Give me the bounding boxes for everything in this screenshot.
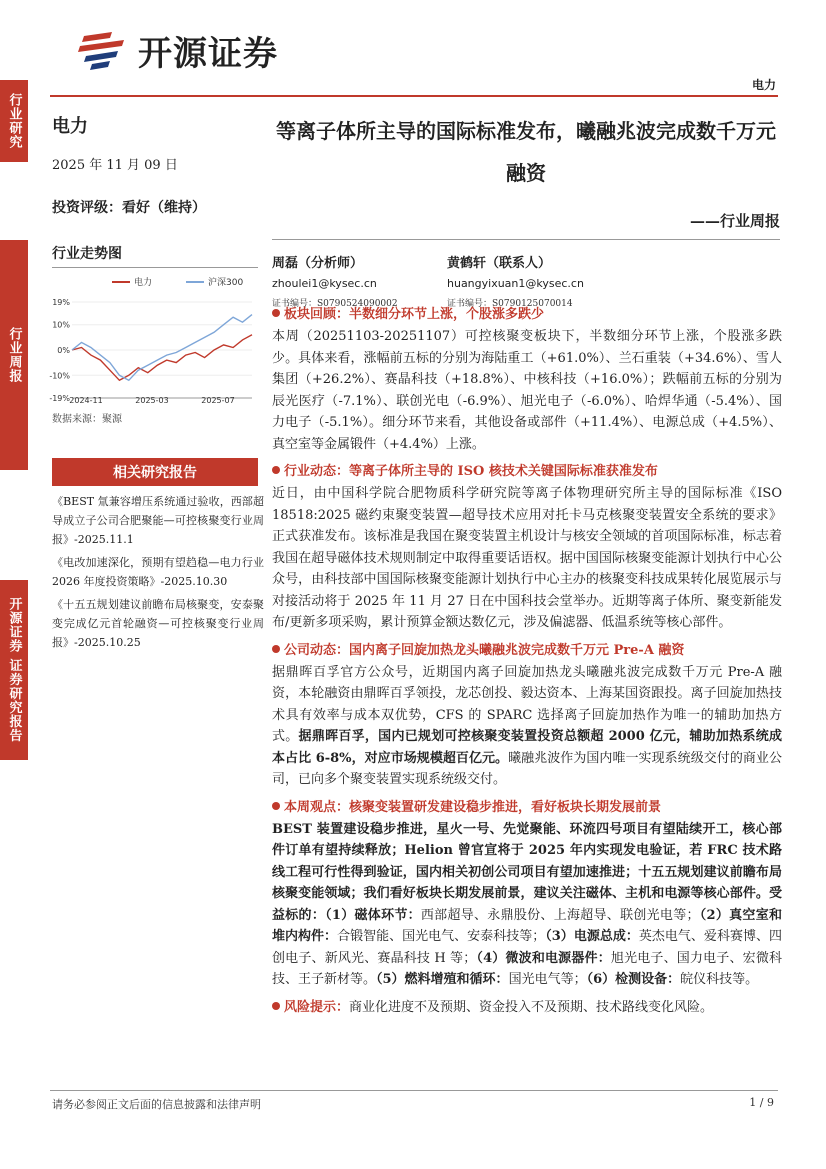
trend-chart-title: 行业走势图 — [52, 243, 258, 268]
x-tick-label: 2025-07 — [201, 396, 235, 405]
section-title: 板块回顾：半数细分环节上涨，个股涨多跌少 — [284, 307, 545, 322]
related-reports-header: 相关研究报告 — [52, 458, 258, 486]
related-report-item[interactable]: 《BEST 氚兼容增压系统通过验收，西部超导成立子公司合肥聚能—可控核聚变行业周报》-2025.11.1 — [52, 495, 264, 546]
y-tick-label: 19% — [52, 298, 70, 307]
x-tick-label: 2024-11 — [69, 396, 103, 405]
section-title: 本周观点：核聚变装置研发建设稳步推进，看好板块长期发展前景 — [284, 799, 662, 815]
section-text: 据鼎晖百孚官方公众号，近期国内离子回旋加热龙头曦融兆波完成数千万元 Pre-A 融资，本轮融资由鼎晖百孚领投，龙芯创投、毅达资本、上海某国资跟投。离子回旋加热技术具有效率与成本双优势，CFS 的 SPARC 选择离子回旋加热作为唯一的辅助加热方式。据鼎晖百孚，国内已规划可控核聚变装置投资总额超 2000 亿元，辅助加热系统成本占比 6-8%，对应市场规模超百亿元。曦融兆波作为国内唯一实现系统级交付的商业公司，已向多个聚变装置实现系统级交付。 — [272, 664, 782, 787]
section-weekly-view — [272, 797, 782, 991]
legend-label: 沪深300 — [208, 278, 244, 288]
analyst-cert: 证书编号：S0790524090002 — [272, 299, 398, 309]
bullet-dot-icon — [272, 1002, 280, 1010]
section-company-news — [272, 640, 782, 791]
logo-mark-icon — [72, 28, 130, 72]
related-report-item[interactable]: 《十五五规划建议前瞻布局核聚变，安泰聚变完成亿元首轮融资—可控核聚变行业周报》-2025.10.25 — [52, 598, 264, 649]
section-title: 公司动态：国内离子回旋加热龙头曦融兆波完成数千万元 Pre-A 融资 — [284, 642, 685, 658]
related-reports-list — [52, 492, 264, 656]
y-tick-label: 0% — [57, 346, 70, 355]
right-column-header — [272, 110, 780, 309]
y-tick-label: -19% — [49, 394, 70, 403]
related-report-item[interactable]: 《电改加速深化，预期有望趋稳—电力行业 2026 年度投资策略》-2025.10.30 — [52, 556, 264, 588]
header-industry: 电力 — [751, 78, 776, 92]
page-number: 1 / 9 — [749, 1096, 774, 1109]
trend-chart — [49, 272, 258, 405]
publish-date: 2025 年 11 月 09 日 — [52, 158, 178, 173]
analyst-name: 黄鹤轩（联系人） — [447, 256, 552, 271]
analyst-divider — [272, 239, 780, 240]
legend-label: 电力 — [134, 278, 153, 288]
risk-warning: 风险提示：商业化进度不及预期、资金投入不及预期、技术路线变化风险。 — [272, 997, 782, 1019]
investment-rating: 投资评级：看好（维持） — [52, 200, 206, 216]
side-tab-brand: 开源证券 证券研究报告 — [0, 580, 28, 760]
x-tick-label: 2025-03 — [135, 396, 169, 405]
analyst-email[interactable]: huangyixuan1@kysec.cn — [447, 277, 584, 290]
y-tick-label: 10% — [52, 320, 70, 330]
logo-text: 开源证券 — [138, 33, 278, 74]
side-tab-industry-research: 行业研究 — [0, 80, 28, 162]
analyst-card — [272, 252, 447, 309]
left-column — [49, 112, 258, 425]
footer-divider — [50, 1090, 778, 1091]
section-sector-review — [272, 304, 782, 455]
brand-logo — [72, 28, 278, 72]
section-industry-news — [272, 461, 782, 634]
industry-name: 电力 — [52, 116, 88, 137]
bullet-dot-icon — [272, 466, 280, 474]
y-tick-label: -10% — [49, 371, 70, 381]
analysts — [272, 252, 780, 309]
analyst-cert: 证书编号：S0790125070014 — [447, 299, 573, 309]
analyst-email[interactable]: zhoulei1@kysec.cn — [272, 277, 377, 290]
report-title: 等离子体所主导的国际标准发布，曦融兆波完成数千万元融资 — [276, 119, 776, 185]
footer-disclaimer: 请务必参阅正文后面的信息披露和法律声明 — [52, 1098, 261, 1111]
chart-source: 数据来源：聚源 — [52, 414, 122, 425]
bullet-dot-icon — [272, 645, 280, 653]
analyst-name: 周磊（分析师） — [272, 256, 364, 271]
bullet-dot-icon — [272, 309, 280, 317]
report-type: ——行业周报 — [689, 212, 780, 230]
section-title: 行业动态：等离子体所主导的 ISO 核技术关键国际标准获准发布 — [284, 464, 658, 479]
side-tab-weekly: 行业周报 — [0, 240, 28, 470]
section-text: 本周（20251103-20251107）可控核聚变板块下，半数细分环节上涨，个股涨多跌少。具体来看，涨幅前五标的分别为海陆重工（+61.0%）、兰石重装（+34.6%）、雪人集团（+26.2%）、赛晶科技（+18.8%）、中核科技（+16.0%）；跌幅前五标的分别为辰光医疗（-7.1%）、联创光电（-6.9%）、旭光电子（-6.0%）、哈焊华通（-5.4%）、国力电子（-5.1%）。细分环节来看，其他设备或部件（+11.4%）、电源总成（+4.5%）、真空室等金属锻件（+4.4%）上涨。 — [272, 329, 782, 452]
section-text: 近日，由中国科学院合肥物质科学研究院等离子体物理研究所主导的国际标准《ISO 18518:2025 磁约束聚变装置—超导技术应用对托卡马克核聚变装置安全系统的要求》正式获准发布。该标准是我国在聚变装置主机设计与核安全领域的首项国际标准，标志着我国在超导磁体技术规则制定中取得重要话语权。据中国国际核聚变能源计划执行中心公众号，由科技部中国国际核聚变能源计划执行中心主办的核聚变科技成果转化展览展示与对接活动将于 2025 年 11 月 27 日在中国科技会堂举办。近期等离子体所、聚变新能发布/更新多项采购，累计预算金额达数亿元，涉及偏滤器、低温系统等核心部件。 — [272, 486, 782, 630]
bullet-dot-icon — [272, 802, 280, 810]
report-body — [272, 304, 782, 1019]
trend-chart-svg — [49, 272, 258, 405]
section-text: BEST 装置建设稳步推进，星火一号、先觉聚能、环流四号项目有望陆续开工，核心部件订单有望持续释放；Helion 曾官宣将于 2025 年内实现发电验证，若 FRC 技术路线工程可行性得到验证，国内相关初创公司项目有望加速推进；十五五规划建议前瞻布局核聚变能领域；我们看好板块长期发展前景，建议关注磁体、主机和电源等核心部件。受益标的：（1）磁体环节：西部超导、永鼎股份、上海超导、联创光电等；（2）真空室和堆内构件：合锻智能、国光电气、安泰科技等；（3）电源总成：英杰电气、爱科赛博、四创电子、新风光、赛晶科技 H 等；（4）微波和电源器件：旭光电子、国力电子、宏微科技、王子新材等。（5）燃料增殖和循环：国光电气等；（6）检测设备：皖仪科技等。 — [272, 821, 782, 987]
header-divider — [50, 95, 778, 97]
analyst-card — [447, 252, 622, 309]
